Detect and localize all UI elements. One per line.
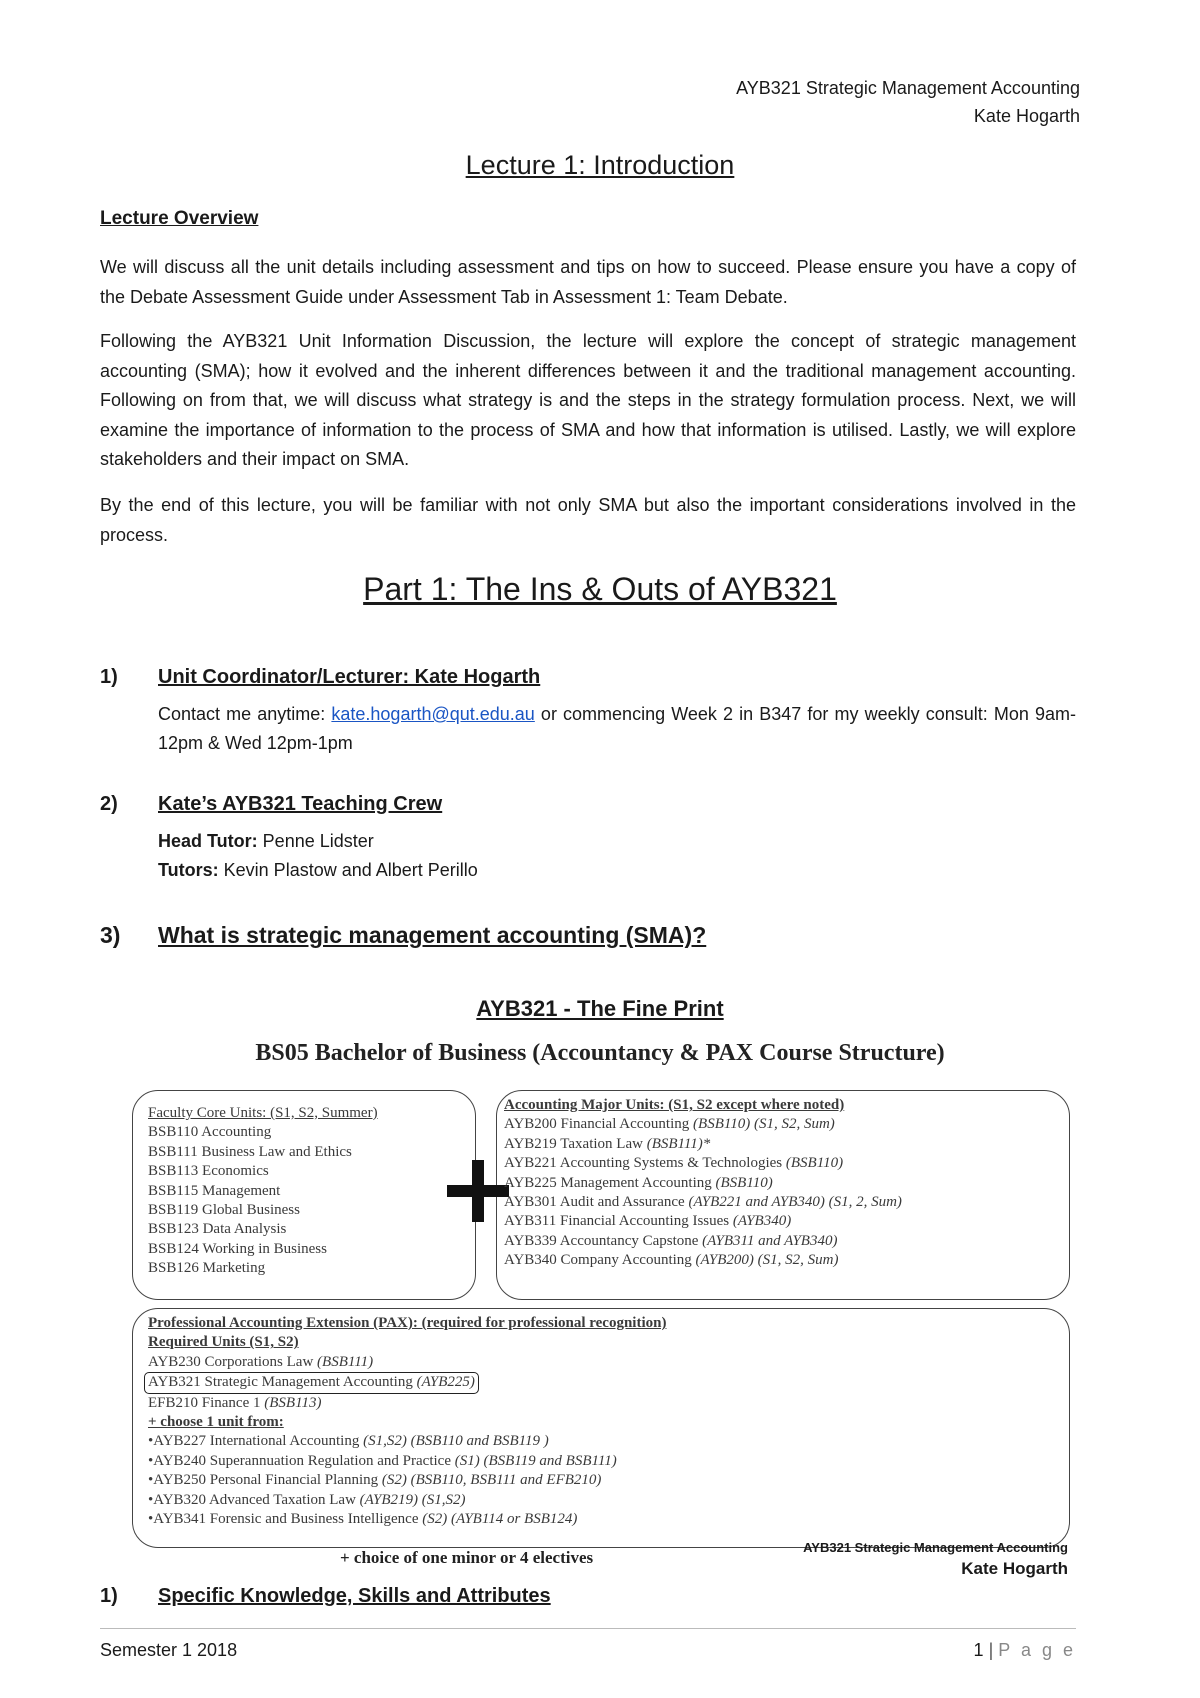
elective-unit: [148, 1471, 666, 1490]
contact-suffix: or commencing Week 2 in B347 for my weekly consult: Mon 9am-12pm & Wed 12pm-1pm: [158, 704, 1076, 753]
overview-paragraph-3: By the end of this lecture, you will be familiar with not only SMA but also the important considerations involved in the process.: [100, 495, 1076, 545]
major-unit: [504, 1115, 902, 1134]
email-link[interactable]: kate.hogarth@qut.edu.au: [331, 704, 535, 724]
unit-text: (BSB111): [317, 1353, 374, 1370]
choose-heading: + choose 1 unit from:: [148, 1414, 284, 1431]
header-course: AYB321 Strategic Management Accounting: [736, 78, 1080, 98]
unit-text: (AYB221 and AYB340) (S1, 2, Sum): [688, 1194, 902, 1211]
major-unit: [504, 1212, 902, 1231]
unit-text: AYB340 Company Accounting: [504, 1252, 696, 1269]
unit-text: (S1,S2) (BSB110 and BSB119 ): [363, 1433, 549, 1450]
section-heading: Specific Knowledge, Skills and Attributes: [158, 1585, 551, 1607]
unit-text: AYB321 Strategic Management Accounting: [148, 1374, 417, 1391]
core-unit: BSB113 Economics: [148, 1163, 269, 1180]
core-unit: BSB111 Business Law and Ethics: [148, 1143, 352, 1160]
major-heading: Accounting Major Units: (S1, S2 except where noted): [504, 1097, 845, 1113]
head-tutor-name: Penne Lidster: [257, 831, 374, 851]
unit-text: AYB311 Financial Accounting Issues: [504, 1213, 733, 1230]
plus-icon-bar: [447, 1185, 509, 1197]
overview-paragraph-2: Following the AYB321 Unit Information Discussion, the lecture will explore the concept of strategic management accounting (SMA); how it evolved and the inherent differences between it and the traditional management accounting. Following on from that, we will discuss what strategy is and the steps in the strategy formulation process. Next, we will examine the importance of information to the process of SMA and how that information is utilised. Lastly, we will explore stakeholders and their impact on SMA.: [100, 331, 1076, 469]
unit-text: •AYB341 Forensic and Business Intelligence: [148, 1511, 423, 1528]
major-unit: [504, 1154, 902, 1173]
unit-text: (BSB110) (S1, S2, Sum): [693, 1116, 835, 1133]
unit-text: •AYB320 Advanced Taxation Law: [148, 1491, 360, 1508]
required-unit: [148, 1353, 666, 1372]
head-tutor-label: Head Tutor:: [158, 831, 258, 851]
footer-divider: [100, 1628, 1076, 1629]
unit-text: (S2) (AYB114 or BSB124): [422, 1511, 578, 1528]
pax-units-list: [148, 1314, 666, 1529]
unit-text: AYB339 Accountancy Capstone: [504, 1232, 703, 1249]
unit-text: (S2) (BSB110, BSB111 and EFB210): [381, 1472, 602, 1489]
unit-text: (AYB340): [732, 1213, 792, 1230]
slide-brand-author: Kate Hogarth: [961, 1559, 1068, 1578]
page-separator: |: [988, 1640, 994, 1660]
major-unit: [504, 1174, 902, 1193]
section-number: 1): [100, 666, 118, 688]
elective-unit: [148, 1491, 666, 1510]
core-unit: BSB123 Data Analysis: [148, 1221, 287, 1238]
core-unit: BSB124 Working in Business: [148, 1240, 327, 1257]
tutors-line: [158, 856, 1076, 885]
part-title: Part 1: The Ins & Outs of AYB321: [363, 571, 837, 607]
tutors-names: Kevin Plastow and Albert Perillo: [218, 860, 478, 880]
unit-text: (AYB311 and AYB340): [702, 1232, 838, 1249]
unit-text: AYB301 Audit and Assurance: [504, 1194, 689, 1211]
tutors-label: Tutors:: [158, 860, 219, 880]
core-units-list: [148, 1104, 378, 1279]
fine-print-heading: AYB321 - The Fine Print: [476, 996, 724, 1021]
section-heading: What is strategic management accounting (SMA)?: [158, 922, 707, 948]
page-label: P a g e: [998, 1640, 1076, 1660]
unit-text: EFB210 Finance 1: [148, 1394, 265, 1411]
slide-title: BS05 Bachelor of Business (Accountancy & PAX Course Structure): [255, 1040, 945, 1066]
unit-text: (BSB111)*: [646, 1135, 711, 1152]
overview-paragraph-1: We will discuss all the unit details including assessment and tips on how to succeed. Please ensure you have a copy of the Debate Assessment Guide under Assessment Tab in Assessment 1: Team Debate.: [100, 257, 1076, 307]
slide-footer-note: + choice of one minor or 4 electives: [340, 1548, 594, 1567]
unit-text: •AYB240 Superannuation Regulation and Practice: [148, 1452, 455, 1469]
elective-unit: [148, 1510, 666, 1529]
unit-text: AYB225 Management Accounting: [504, 1174, 716, 1191]
core-unit: BSB126 Marketing: [148, 1260, 266, 1277]
section-heading: Unit Coordinator/Lecturer: Kate Hogarth: [158, 666, 541, 688]
section-number: 1): [100, 1585, 118, 1607]
slide-branding: [803, 1540, 1068, 1579]
head-tutor-line: [158, 827, 1076, 856]
unit-text: AYB221 Accounting Systems & Technologies: [504, 1155, 786, 1172]
contact-text: [158, 700, 1076, 758]
required-heading: Required Units (S1, S2): [148, 1334, 299, 1351]
overview-heading: Lecture Overview: [100, 208, 259, 229]
major-unit: [504, 1135, 902, 1154]
slide-brand-course: AYB321 Strategic Management Accounting: [803, 1540, 1068, 1555]
unit-text: (BSB113): [264, 1394, 322, 1411]
major-unit: [504, 1232, 902, 1251]
footer-page-number: [974, 1640, 1076, 1661]
unit-text: AYB230 Corporations Law: [148, 1353, 318, 1370]
section-number: 3): [100, 922, 121, 948]
header-author: Kate Hogarth: [973, 106, 1080, 126]
highlight-box: [144, 1372, 479, 1393]
core-heading: Faculty Core Units: (S1, S2, Summer): [148, 1105, 378, 1121]
course-structure-slide: [120, 1040, 1080, 1580]
core-unit: BSB110 Accounting: [148, 1124, 272, 1141]
footer-semester: Semester 1 2018: [100, 1640, 238, 1660]
elective-unit: [148, 1452, 666, 1471]
required-unit: [148, 1394, 666, 1413]
unit-text: (AYB200) (S1, S2, Sum): [695, 1252, 839, 1269]
pax-heading: Professional Accounting Extension (PAX): (required for professional recognition): [148, 1315, 667, 1331]
page-number: 1: [973, 1640, 984, 1660]
major-units-list: [504, 1096, 902, 1271]
unit-text: (AYB225): [416, 1374, 475, 1391]
unit-text: (BSB110): [715, 1174, 773, 1191]
unit-text: AYB219 Taxation Law: [504, 1135, 647, 1152]
section-number: 2): [100, 793, 118, 815]
unit-text: (BSB110): [785, 1155, 844, 1172]
core-unit: BSB115 Management: [148, 1182, 281, 1199]
lecture-title: Lecture 1: Introduction: [465, 150, 735, 180]
required-unit-highlighted: [148, 1372, 666, 1393]
contact-prefix: Contact me anytime:: [158, 704, 332, 724]
major-unit: [504, 1193, 902, 1212]
running-header: [736, 74, 1080, 130]
unit-text: AYB200 Financial Accounting: [504, 1116, 694, 1133]
unit-text: •AYB227 International Accounting: [148, 1433, 364, 1450]
unit-text: •AYB250 Personal Financial Planning: [148, 1472, 382, 1489]
elective-unit: [148, 1432, 666, 1451]
section-heading: Kate’s AYB321 Teaching Crew: [158, 793, 443, 815]
core-unit: BSB119 Global Business: [148, 1202, 300, 1219]
major-unit: [504, 1251, 902, 1270]
unit-text: (AYB219) (S1,S2): [359, 1491, 466, 1508]
unit-text: (S1) (BSB119 and BSB111): [454, 1452, 617, 1469]
